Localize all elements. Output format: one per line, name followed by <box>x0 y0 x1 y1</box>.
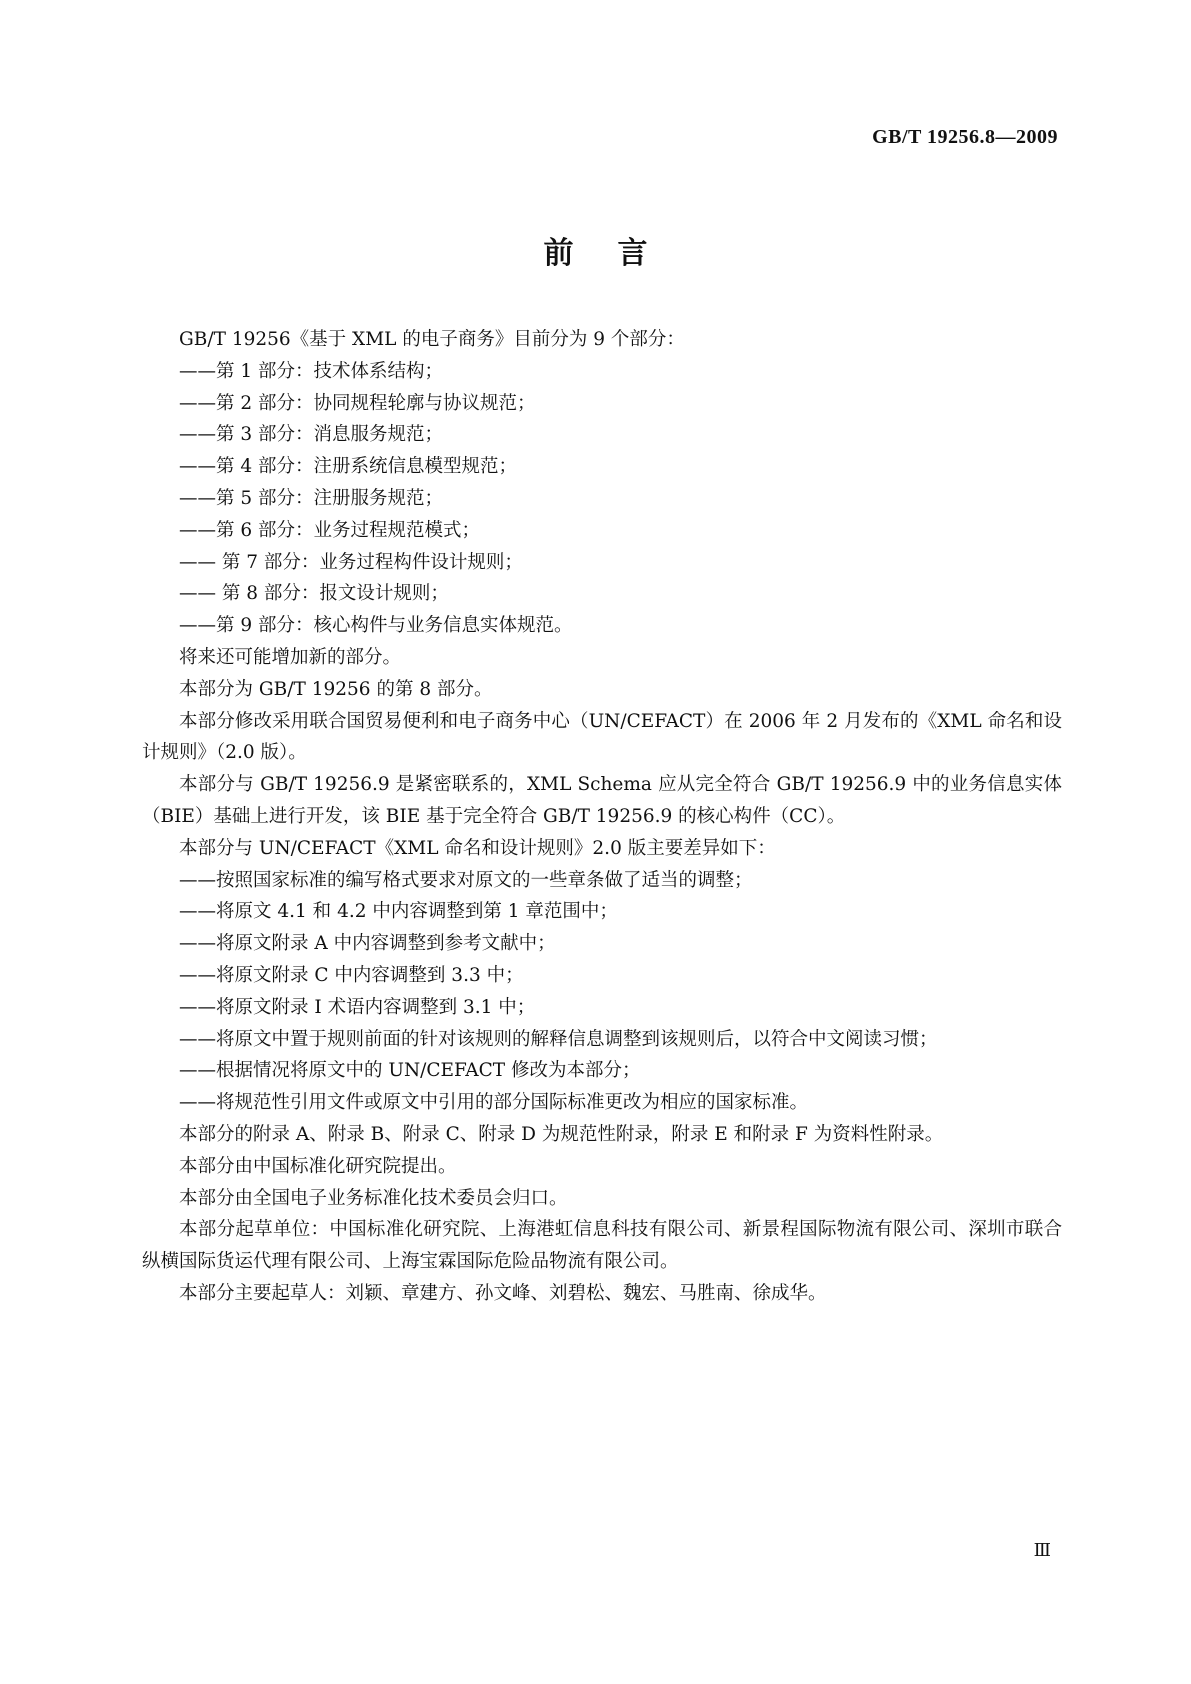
proposed-by-paragraph: 本部分由中国标准化研究院提出。 <box>179 1155 457 1177</box>
part-item: ——第 4 部分：注册系统信息模型规范； <box>179 456 518 478</box>
part-item: ——第 5 部分：注册服务规范； <box>179 487 444 509</box>
difference-item: ——将原文附录 C 中内容调整到 3.3 中； <box>179 964 524 986</box>
difference-item: ——将原文中置于规则前面的针对该规则的解释信息调整到该规则后，以符合中文阅读习惯； <box>179 1028 938 1050</box>
part-item: ——第 9 部分：核心构件与业务信息实体规范。 <box>179 615 573 637</box>
difference-item: ——按照国家标准的编写格式要求对原文的一些章条做了适当的调整； <box>179 869 753 891</box>
centralized-by-paragraph: 本部分由全国电子业务标准化技术委员会归口。 <box>179 1187 568 1209</box>
difference-item: ——将规范性引用文件或原文中引用的部分国际标准更改为相应的国家标准。 <box>179 1092 809 1114</box>
future-parts-paragraph: 将来还可能增加新的部分。 <box>179 646 402 668</box>
page-title: 前言 <box>543 236 692 271</box>
standard-number: GB/T 19256.8—2009 <box>872 126 1058 148</box>
difference-item: ——将原文附录 I 术语内容调整到 3.1 中； <box>179 996 536 1018</box>
part-item: —— 第 7 部分：业务过程构件设计规则； <box>179 551 523 573</box>
this-part-paragraph: 本部分为 GB/T 19256 的第 8 部分。 <box>179 678 493 700</box>
drafters-paragraph: 本部分主要起草人：刘颖、章建方、孙文峰、刘碧松、魏宏、马胜南、徐成华。 <box>179 1282 827 1304</box>
part-item: —— 第 8 部分：报文设计规则； <box>179 583 449 605</box>
difference-item: ——根据情况将原文中的 UN/CEFACT 修改为本部分； <box>179 1060 641 1082</box>
document-body <box>142 324 1062 1310</box>
adoption-paragraph: 本部分修改采用联合国贸易便利和电子商务中心（UN/CEFACT）在 2006 年 2 月发布的《XML 命名和设计规则》（2.0 版）。 <box>142 710 1062 764</box>
part-item: ——第 3 部分：消息服务规范； <box>179 424 444 446</box>
parts-intro: GB/T 19256《基于 XML 的电子商务》目前分为 9 个部分： <box>179 329 685 350</box>
difference-item: ——将原文附录 A 中内容调整到参考文献中； <box>179 933 556 955</box>
annexes-paragraph: 本部分的附录 A、附录 B、附录 C、附录 D 为规范性附录，附录 E 和附录 F 为资料性附录。 <box>179 1123 944 1145</box>
part-item: ——第 6 部分：业务过程规范模式； <box>179 519 481 541</box>
drafting-units-paragraph: 本部分起草单位：中国标准化研究院、上海港虹信息科技有限公司、新景程国际物流有限公司、深圳市联合纵横国际货运代理有限公司、上海宝霖国际危险品物流有限公司。 <box>142 1219 1062 1273</box>
part-item: ——第 2 部分：协同规程轮廓与协议规范； <box>179 392 536 414</box>
relation-paragraph: 本部分与 GB/T 19256.9 是紧密联系的，XML Schema 应从完全符合 GB/T 19256.9 中的业务信息实体（BIE）基础上进行开发，该 BIE 基于完全符合 GB/T 19256.9 的核心构件（CC）。 <box>142 774 1062 827</box>
difference-item: ——将原文 4.1 和 4.2 中内容调整到第 1 章范围中； <box>179 901 618 923</box>
part-item: ——第 1 部分：技术体系结构； <box>179 360 444 382</box>
differences-intro: 本部分与 UN/CEFACT《XML 命名和设计规则》2.0 版主要差异如下： <box>179 837 776 859</box>
page-number: Ⅲ <box>1033 1540 1051 1560</box>
